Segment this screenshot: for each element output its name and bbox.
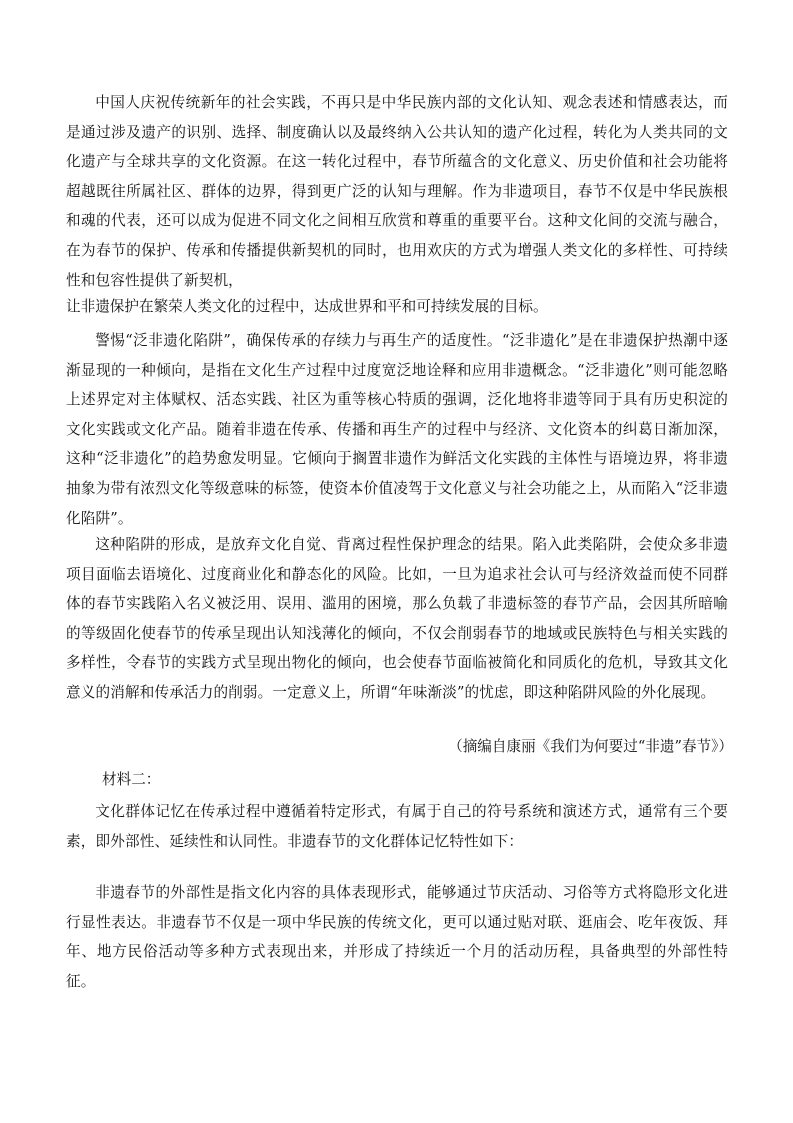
material-two-label: 材料二： xyxy=(102,771,161,788)
paragraph-5: 非遗春节的外部性是指文化内容的具体表现形式，能够通过节庆活动、习俗等方式将隐形文化进行显性表达。非遗春节不仅是一项中华民族的传统文化，更可以通过贴对联、逛庙会、吃年夜饭、拜年、地方民俗活动等多种方式表现出来，并形成了持续近一个月的活动历程，具备典型的外部性特征。 xyxy=(66,884,728,990)
paragraph-4: 文化群体记忆在传承过程中遵循着特定形式，有属于自己的符号系统和演述方式，通常有三个要素，即外部性、延续性和认同性。非遗春节的文化群体记忆特性如下： xyxy=(66,803,728,850)
paragraph-1-tail: 让非遗保护在繁荣人类文化的过程中，达成世界和平和可持续发展的目标。 xyxy=(66,298,548,315)
paragraph-3: 这种陷阱的形成，是放弃文化自觉、背离过程性保护理念的结果。陷入此类陷阱，会使众多非遗项目面临去语境化、过度商业化和静态化的风险。比如，一旦为追求社会认可与经济效益而使不同群体的春节实践陷入名义被泛用、误用、滥用的困境，那么负载了非遗标签的春节产品，会因其所暗喻的等级固化使春节的传承呈现出认知浅薄化的倾向，不仅会削弱春节的地域或民族特色与相关实践的多样性，令春节的实践方式呈现出物化的倾向，也会使春节面临被简化和同质化的危机，导致其文化意义的消解和传承活力的削弱。一定意义上，所谓“年味渐淡”的忧虑，即这种陷阱风险的外化展现。 xyxy=(66,536,728,701)
citation: （摘编自康丽《我们为何要过“非遗”春节》） xyxy=(448,738,733,755)
paragraph-1: 中国人庆祝传统新年的社会实践，不再只是中华民族内部的文化认知、观念表述和情感表达，而是通过涉及遗产的识别、选择、制度确认以及最终纳入公共认知的遗产化过程，转化为人类共同的文化遗产与全球共享的文化资源。在这一转化过程中，春节所蕴含的文化意义、历史价值和社会功能将超越既往所属社区、群体的边界，得到更广泛的认知与理解。作为非遗项目，春节不仅是中华民族根和魂的代表，还可以成为促进不同文化之间相互欣赏和尊重的重要平台。这种文化间的交流与融合，在为春节的保护、传承和传播提供新契机的同时，也用欢庆的方式为增强人类文化的多样性、可持续性和包容性提供了新契机， xyxy=(66,94,728,289)
paragraph-2: 警惕“泛非遗化陷阱”，确保传承的存续力与再生产的适度性。“泛非遗化”是在非遗保护热潮中逐渐显现的一种倾向，是指在文化生产过程中过度宽泛地诠释和应用非遗概念。“泛非遗化”则可能忽略上述界定对主体赋权、活态实践、社区为重等核心特质的强调，泛化地将非遗等同于具有历史积淀的文化实践或文化产品。随着非遗在传承、传播和再生产的过程中与经济、文化资本的纠葛日渐加深，这种“泛非遗化”的趋势愈发明显。它倾向于搁置非遗作为鲜活文化实践的主体性与语境边界，将非遗抽象为带有浓烈文化等级意味的标签，使资本价值凌驾于文化意义与社会功能之上，从而陷入“泛非遗化陷阱”。 xyxy=(66,332,728,527)
